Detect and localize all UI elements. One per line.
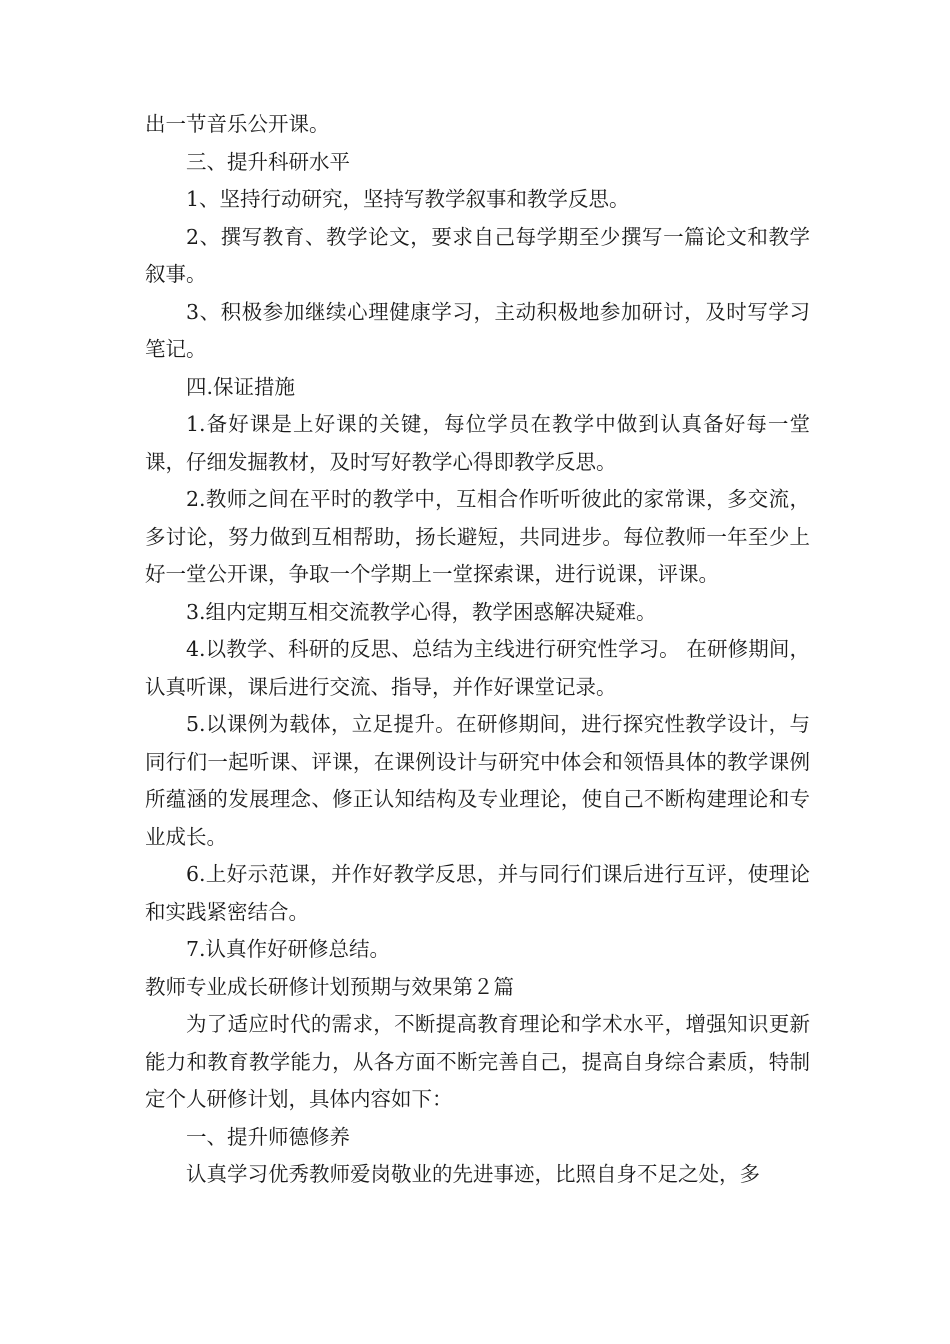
section-heading: 三、提升科研水平: [186, 149, 350, 174]
paragraph: 认真学习优秀教师爱岗敬业的先进事迹，比照自身不足之处，多: [186, 1162, 760, 1186]
list-item: 5.以课例为载体，立足提升。在研修期间，进行探究性教学设计，与同行们一起听课、评课，在课例设计与研究中体会和领悟具体的教学课例所蕴涵的发展理念、修正认知结构及专业理论，使自己不断构建理论和专业成长。: [145, 712, 810, 849]
paragraph: 出一节音乐公开课。: [145, 112, 330, 136]
list-item: 7.认真作好研修总结。: [186, 937, 391, 961]
section-heading: 一、提升师德修养: [186, 1124, 350, 1149]
list-item: 3、积极参加继续心理健康学习，主动积极地参加研讨，及时写学习笔记。: [145, 299, 810, 361]
list-item: 4.以教学、科研的反思、总结为主线进行研究性学习。 在研修期间，认真听课，课后进行交流、指导，并作好课堂记录。: [145, 637, 810, 699]
paragraph: 为了适应时代的需求，不断提高教育理论和学术水平，增强知识更新能力和教育教学能力，从各方面不断完善自己，提高自身综合素质，特制定个人研修计划，具体内容如下：: [145, 1012, 810, 1111]
list-item: 2、撰写教育、教学论文，要求自己每学期至少撰写一篇论文和教学叙事。: [145, 224, 810, 286]
list-item: 1、坚持行动研究，坚持写教学叙事和教学反思。: [186, 187, 630, 211]
section-heading: 四.保证措施: [186, 374, 296, 399]
list-item: 3.组内定期互相交流教学心得，教学困惑解决疑难。: [186, 599, 657, 624]
article-title: 教师专业成长研修计划预期与效果第２篇: [145, 974, 514, 999]
list-item: 6.上好示范课，并作好教学反思，并与同行们课后进行互评，使理论和实践紧密结合。: [145, 862, 810, 924]
document-body: [145, 106, 810, 1194]
list-item: 1.备好课是上好课的关键，每位学员在教学中做到认真备好每一堂课，仔细发掘教材，及时写好教学心得即教学反思。: [145, 412, 810, 474]
list-item: 2.教师之间在平时的教学中，互相合作听听彼此的家常课，多交流，多讨论，努力做到互相帮助，扬长避短，共同进步。每位教师一年至少上好一堂公开课，争取一个学期上一堂探索课，进行说课，评课。: [145, 487, 810, 586]
